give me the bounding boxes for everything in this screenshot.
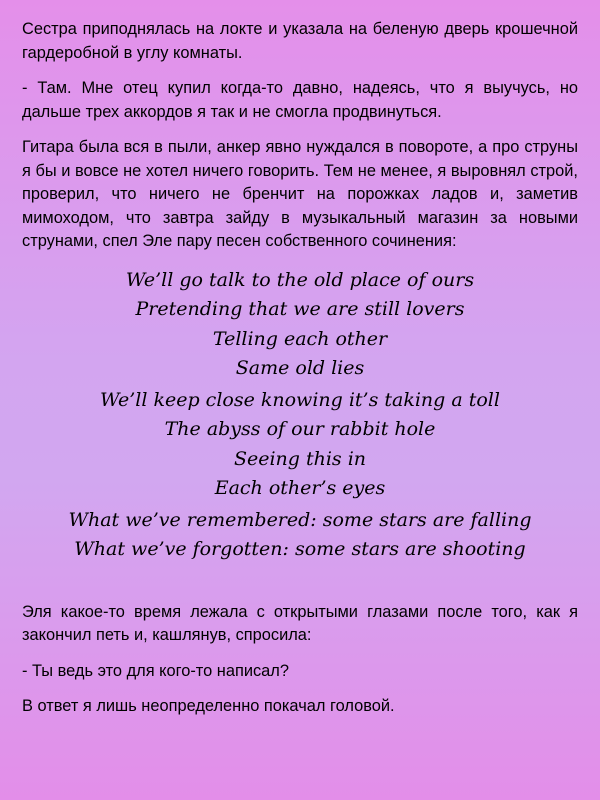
lyric-line: Telling each other: [212, 327, 388, 350]
lyric-line: We’ll go talk to the old place of ours: [125, 268, 475, 291]
lyric-line: What we’ve forgotten: some stars are shooting: [74, 538, 526, 560]
stanza: [22, 266, 578, 384]
paragraph: - Там. Мне отец купил когда-то давно, надеясь, что я выучусь, но дальше трех аккордов я так и не смогла продвинуться.: [22, 79, 578, 121]
lyric-line: Pretending that we are still lovers: [135, 298, 465, 320]
lyric-line: We’ll keep close knowing it’s taking a toll: [100, 388, 500, 411]
paragraph: В ответ я лишь неопределенно покачал головой.: [22, 697, 395, 715]
stanza: [22, 386, 578, 504]
lyric-line: Each other’s eyes: [214, 477, 386, 499]
paragraph: - Ты ведь это для кого-то написал?: [22, 661, 289, 680]
paragraph: Эля какое-то время лежала с открытыми глазами после того, как я закончил петь и, кашлянув, спросила:: [22, 602, 578, 644]
closing-section: [22, 601, 578, 719]
song-lyrics: [22, 266, 578, 565]
lyric-line: Seeing this in: [233, 447, 367, 470]
stanza: [22, 506, 578, 565]
paragraph: Гитара была вся в пыли, анкер явно нуждался в повороте, а про струны я бы и вовсе не хотел ничего говорить. Тем не менее, я выровнял строй, проверил, что ничего не бренчит на порожках ладов и, заметив мимоходом, что завтра зайду в музыкальный магазин за новыми струнами, спел Эле пару песен собственного сочинения:: [22, 138, 578, 250]
lyric-line: Same old lies: [235, 357, 365, 379]
lyric-line: What we’ve remembered: some stars are falling: [68, 508, 532, 531]
paragraph: Сестра приподнялась на локте и указала на беленую дверь крошечной гардеробной в углу комнаты.: [22, 20, 578, 62]
lyric-line: The abyss of our rabbit hole: [164, 418, 436, 440]
